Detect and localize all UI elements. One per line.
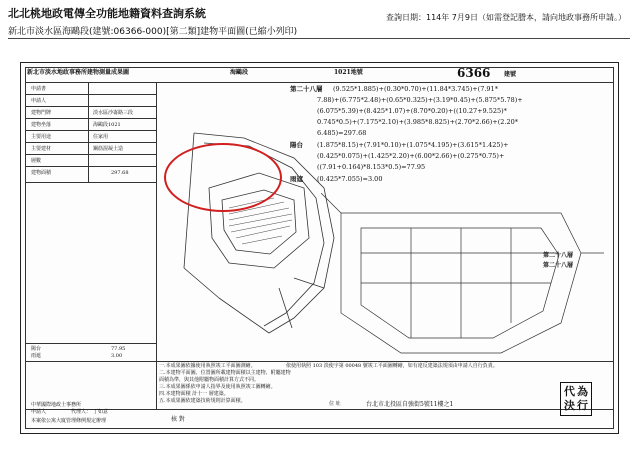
bottom-divider <box>25 409 614 410</box>
formula-balcony-line-0: (1.875*8.15)+(7.91*0.10)+(1.075*4.195)+(3.615*1.425)+ <box>317 141 509 149</box>
checker-label: 核 對 <box>171 416 185 423</box>
table-label-2: 建物門牌 <box>31 110 52 116</box>
table-label-3: 建物坐落 <box>31 122 52 128</box>
form-title: 新北市淡水地政事務所建物測量成果圖 <box>27 69 130 76</box>
applicant-label: 申請人 <box>31 409 47 415</box>
table-value-material: 鋼筋混凝土造 <box>93 146 124 152</box>
note-4: 四.本建物面積 計十一 層建築。 <box>159 391 229 397</box>
note-0: 一.本成果圖依據使用執照竣工平面圖測繪。 <box>159 363 256 369</box>
label-balcony: 陽台 <box>290 141 303 149</box>
land-number: 1021地號 <box>334 69 363 76</box>
table-label-5: 主要建材 <box>31 146 52 152</box>
title-band-line <box>25 82 614 83</box>
table-value-usage: 住家用 <box>93 134 109 140</box>
note-2: 面積為準，與其他附屬物面積計算方式不同。 <box>159 377 260 383</box>
table-label-1: 申請人 <box>31 98 47 104</box>
table-row-rain: 雨遮 <box>31 353 42 359</box>
formula-28f-line-3: 0.745*0.5)+(7.175*2.10)+(3.985*8.825)+(2.70*2.66)+(2.20* <box>317 118 518 126</box>
page-title: 北北桃地政電傳全功能地籍資料查詢系統 <box>8 7 206 20</box>
license-line: 依使用執照 103 淡使字第 00048 號竣工平面圖轉繪，如有違反建築法規須由申請人自行負責。 <box>286 363 498 369</box>
table-label-4: 主要用途 <box>31 134 52 140</box>
building-plan-sheet <box>20 62 619 434</box>
building-number: 6366 <box>457 66 491 80</box>
note-5: 五.本成果圖依建築技術規則計算面積。 <box>159 398 246 404</box>
highlight-circle <box>164 143 282 212</box>
table-value-area: 297.68 <box>111 170 129 176</box>
table-label-7: 建物面積 <box>31 170 52 176</box>
table-row-balcony: 陽台 <box>31 346 42 352</box>
table-label-6: 層數 <box>31 158 42 164</box>
address: 台北市北投區自強街5號11樓之1 <box>366 401 454 408</box>
note-3: 三.本成果圖係依申請人指界及使用執照竣工圖轉繪。 <box>159 384 276 390</box>
page-subtitle: 新北市淡水區海鷗段(建號:06366-000)[第二類]建物平面圖(已縮小列印) <box>8 27 298 37</box>
table-value-address: 淡水區沙崙路三段 <box>93 110 134 116</box>
stamp-char-0: 代 <box>564 385 575 398</box>
notes-column-divider <box>156 361 157 409</box>
note-1: 二.本建物平面圖、位置圖所載建物面積以主建物、附屬建物 <box>159 370 291 376</box>
formula-28f-line-4: 6.485)=297.68 <box>317 129 367 137</box>
floor-label-2: 第二十八層 <box>543 262 574 269</box>
formula-balcony-line-2: ((7.91+0.164)*8.153*0.5)=77.95 <box>317 163 426 171</box>
formula-balcony-line-1: (0.425*0.075)+(1.425*2.20)+(6.00*2.66)+(0.275*0.75)+ <box>317 152 505 160</box>
company-name: 中華國際地政士事務所 <box>31 402 82 408</box>
formula-28f-line-0: (9.525*1.885)+(0.30*0.70)+(11.84*3.745)+(7.91* <box>333 85 498 93</box>
table-row-balcony-value: 77.95 <box>111 346 126 352</box>
query-date: 查詢日期：114年 7月9日（如需登記謄本，請向地政事務所申請。） <box>386 13 626 22</box>
label-28f: 第二十八層 <box>290 85 323 93</box>
address-field-label: 位 址 <box>329 401 341 407</box>
notes-divider <box>25 361 614 362</box>
agent-name: 丁如意 <box>93 409 109 415</box>
table-label-0: 申請書 <box>31 86 47 92</box>
stamp-char-1: 為 <box>577 385 588 398</box>
table-row-rain-value: 3.00 <box>111 353 123 359</box>
floor-label: 第二十八層 <box>543 252 574 259</box>
formula-28f-line-1: 7.88)+(6.775*2.48)+(0.65*0.325)+(3.19*0.45)+(5.875*5.78)+ <box>317 96 523 104</box>
building-number-suffix: 建號 <box>504 71 517 78</box>
agent-label: 代理人： <box>71 409 92 415</box>
stamp-char-2: 決 <box>564 399 575 412</box>
formula-rain-shelter: (0.425*7.055)=3.00 <box>317 175 383 183</box>
proxy-stamp <box>560 382 592 416</box>
formula-28f-line-2: (6.075*5.39)+(8.425*1.07)+(8.70*0.20)+((10.27+9.525)* <box>317 107 507 115</box>
section-name: 海鷗段 <box>230 69 249 76</box>
side-note: 本案依公寓大廈管理條例規定辦理 <box>31 418 107 424</box>
header-rule <box>8 38 630 39</box>
floor-plan <box>321 193 606 373</box>
label-rain-shelter: 雨遮 <box>290 175 303 183</box>
stamp-char-3: 行 <box>577 399 588 412</box>
table-value-location: 海鷗段1021 <box>93 122 121 128</box>
